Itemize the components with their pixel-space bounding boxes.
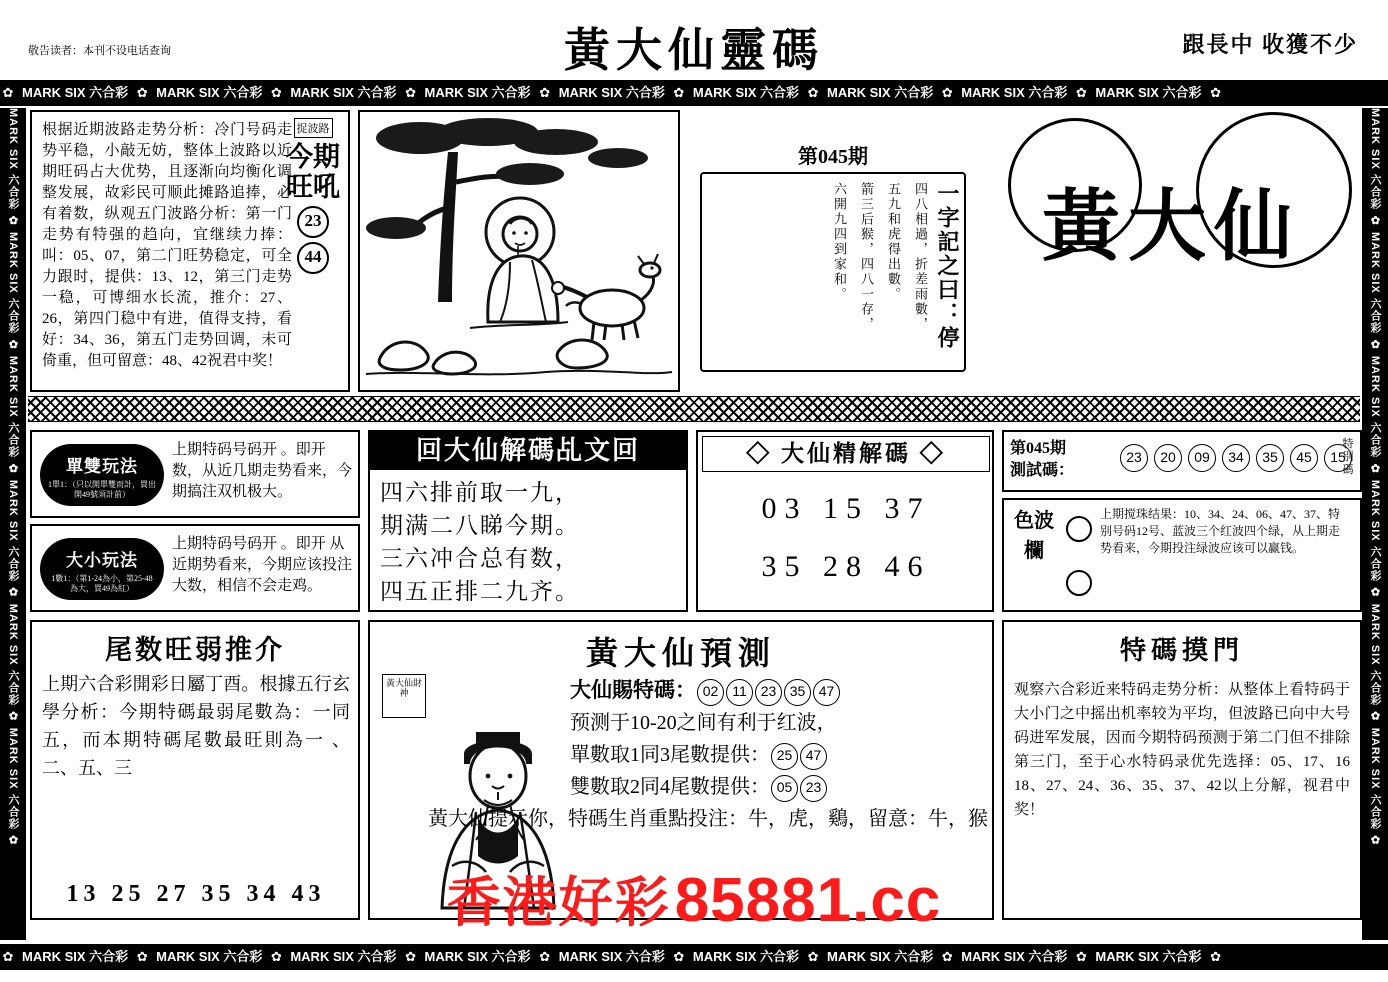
illustration-box [358, 110, 680, 392]
precise-num: 28 [823, 550, 869, 583]
poem-scroll [700, 172, 966, 372]
hatch-divider [28, 396, 1360, 422]
hot-number-caption [286, 118, 340, 274]
flower-icon: ✿ [2, 85, 14, 100]
flower-icon: ✿ [807, 85, 819, 100]
marksix-label: MARK SIX 六合彩 [424, 85, 531, 100]
color-wave-text: 上期搅珠结果：10、34、24、06、47、37、特别号码12号、蓝波三个红波四个绿，从上期走势看来，今期投注绿波应该可以赢钱。 [1100, 507, 1341, 555]
prediction-ball-even: 23 [800, 775, 827, 802]
wave-circle-bottom [1066, 570, 1092, 596]
precise-row-2 [698, 538, 994, 596]
marksix-label: MARK SIX 六合彩 [827, 85, 934, 100]
precise-row-1 [698, 480, 994, 538]
prediction-line-2: 预测于10-20之间有利于红波， [570, 712, 837, 734]
prediction-line-4-label: 雙數取2同4尾數提供： [570, 776, 770, 798]
special-code-label: 特別碼 [1342, 438, 1354, 476]
test-ball: 35 [1256, 444, 1284, 472]
precise-num: 15 [823, 492, 869, 525]
hot-number-2: 44 [297, 242, 329, 274]
tail-number-list: 13 25 27 35 34 43 [66, 881, 326, 907]
flower-icon: ✿ [539, 949, 551, 964]
marksix-label: MARK SIX 六合彩 [290, 85, 397, 100]
marksix-label: MARK SIX 六合彩 [1095, 85, 1202, 100]
precise-code-numbers [698, 480, 994, 596]
decode-line: 三六冲合总有数， [380, 546, 580, 571]
prediction-ball: 35 [784, 679, 811, 706]
marksix-band-right: MARK SIX 六合彩 ✿ MARK SIX 六合彩 ✿ MARK SIX 六合彩 ✿ MARK SIX 六合彩 ✿ MARK SIX 六合彩 ✿ MARK SIX 六合彩 ✿ [1362, 108, 1388, 940]
prediction-ball: 23 [755, 679, 782, 706]
marksix-label: MARK SIX 六合彩 [827, 949, 934, 964]
test-ball: 34 [1222, 444, 1250, 472]
marksix-band-bottom [0, 944, 1388, 970]
special-code-gate-box [1002, 620, 1362, 920]
marksix-label: MARK SIX 六合彩 [961, 85, 1068, 100]
hot-label: 今期旺吼 [286, 142, 340, 202]
odd-even-text: 上期特码号码开 。即开 数，从近几期走势看来，今期搞注双机极大。 [172, 442, 353, 500]
prediction-lines [428, 674, 990, 835]
test-ball: 45 [1290, 444, 1318, 472]
watermark-cn: 香港好彩 [446, 870, 671, 934]
reader-notice: 敬告读者：本刊不设电话查询 [28, 45, 171, 57]
marksix-label: MARK SIX 六合彩 [290, 949, 397, 964]
precise-num: 46 [884, 550, 931, 583]
odd-even-title: 單雙玩法 [66, 457, 138, 476]
page-header [0, 0, 1388, 78]
marksix-label: MARK SIX 六合彩 [692, 85, 800, 100]
precise-num: 37 [884, 492, 931, 525]
marksix-label: MARK SIX 六合彩 [156, 949, 263, 964]
special-code-gate-title: 特碼摸門 [1119, 636, 1244, 665]
color-wave-title: 色波欄 [1014, 510, 1054, 562]
marksix-band-left: MARK SIX 六合彩 ✿ MARK SIX 六合彩 ✿ MARK SIX 六合彩 ✿ MARK SIX 六合彩 ✿ MARK SIX 六合彩 ✿ MARK SIX 六合彩 ✿ [0, 108, 26, 940]
test-code-labels [1010, 438, 1074, 482]
flower-icon: ✿ [1210, 949, 1221, 964]
page-title: 黃大仙靈碼 [564, 23, 824, 77]
flower-icon: ✿ [405, 949, 416, 964]
prediction-line-4 [570, 771, 990, 803]
decode-line: 期满二八睇今期。 [380, 513, 580, 538]
prediction-ball: 47 [813, 679, 840, 706]
watermark-url: 85881.cc [674, 866, 942, 935]
precise-num: 35 [761, 550, 808, 583]
prediction-title: 黃大仙預測 [585, 635, 776, 671]
odd-even-sub: 1單1：（只以開單雙而計，買出開49號須計前） [48, 480, 156, 499]
tail-number-box [30, 620, 360, 920]
marksix-label: MARK SIX 六合彩 [558, 949, 665, 964]
flower-icon: ✿ [1075, 949, 1087, 964]
diamond-icon-right: ◇ [919, 441, 946, 466]
marksix-label: MARK SIX 六合彩 [22, 949, 129, 964]
wave-circle-top [1066, 516, 1092, 542]
seal-icon: 黃大仙財神 [382, 674, 426, 718]
color-wave-box [1002, 498, 1362, 612]
prediction-ball-odd: 25 [771, 743, 798, 770]
poem-keyline: 一字記之曰：停 [935, 182, 960, 350]
decode-poem-box [368, 430, 688, 612]
flower-icon: ✿ [673, 85, 685, 100]
decode-line: 四五正排二九齐。 [380, 579, 580, 604]
flower-icon: ✿ [1210, 85, 1221, 100]
decode-poem-lines [380, 476, 580, 608]
big-small-text: 上期特码号码开 。即开 从近期势看来，今期应该投注大数，相信不会走鸡。 [172, 536, 353, 594]
big-small-pill [40, 538, 164, 600]
flower-icon: ✿ [270, 949, 282, 964]
prediction-line-5: 黃大仙提示你，特碼生肖重點投注：牛，虎，鷄，留意：牛，猴 [428, 808, 988, 830]
prediction-ball-even: 05 [771, 775, 798, 802]
flower-icon: ✿ [941, 949, 953, 964]
test-ball: 09 [1188, 444, 1216, 472]
tail-number-text: 上期六合彩開彩日屬丁酉。根據五行玄學分析：今期特碼最弱尾數為：一同五，而本期特碼尾數最旺則為一 、二、五、三 [42, 674, 350, 778]
marksix-label: MARK SIX 六合彩 [1095, 949, 1202, 964]
prediction-ball: 11 [726, 679, 753, 706]
header-slogan: 跟長中 收獲不少 [1182, 32, 1358, 57]
prediction-ball-odd: 47 [800, 743, 827, 770]
decode-poem-title: 回大仙解碼乩文回 [370, 432, 686, 470]
prediction-line-3 [570, 739, 990, 771]
marksix-label: MARK SIX 六合彩 [156, 85, 263, 100]
special-code-gate-text: 观察六合彩近来特码走势分析：从整体上看特码于大小门之中摇出机率较为平均，但波路已向中大号码进军发展，因而今期特码预测于第二门但不排除第三门，至于心水特码录优先选择：05、17、16 18、27、24、36、35、37、42以上分解，视君中奖！ [1014, 682, 1350, 818]
marksix-label: MARK SIX 六合彩 [22, 85, 129, 100]
brand-logo [980, 112, 1362, 392]
marksix-label: MARK SIX 六合彩 [558, 85, 665, 100]
flower-icon: ✿ [136, 949, 148, 964]
flower-icon: ✿ [136, 85, 148, 100]
flower-icon: ✿ [1075, 85, 1087, 100]
flower-icon: ✿ [941, 85, 953, 100]
catch-wave-label: 捉波路 [294, 118, 333, 138]
marksix-label: MARK SIX 六合彩 [424, 949, 531, 964]
test-code-issue: 第045期 [1010, 440, 1067, 457]
poem-line-3: 箭三后猴，四八一存， [859, 182, 874, 332]
precise-code-title-text: 大仙精解碼 [781, 441, 911, 466]
wave-analysis-box [30, 110, 350, 392]
test-code-balls [1120, 444, 1354, 472]
test-ball-special: 15 [1324, 444, 1352, 472]
test-ball: 20 [1154, 444, 1182, 472]
prediction-line-1 [570, 674, 990, 707]
prediction-box [368, 620, 994, 920]
deity-illustration [432, 680, 564, 912]
poem-line-2: 五九和虎得出數。 [886, 182, 901, 302]
flower-icon: ✿ [2, 949, 14, 964]
flower-icon: ✿ [405, 85, 416, 100]
hot-number-1: 23 [297, 206, 329, 238]
issue-number-top: 第045期 [798, 146, 868, 168]
poem-line-1: 四八相過，折差雨數， [913, 182, 928, 332]
prediction-line-3-label: 單數取1同3尾數提供： [570, 744, 770, 766]
marksix-band-top [0, 80, 1388, 106]
brand-name: 黃大仙 [1041, 181, 1300, 272]
test-code-label: 測試碼： [1010, 462, 1075, 479]
flower-icon: ✿ [270, 85, 282, 100]
flower-icon: ✿ [539, 85, 551, 100]
test-code-box [1002, 430, 1362, 492]
decode-line: 四六排前取一九， [380, 480, 580, 505]
immortal-illustration [360, 112, 678, 390]
odd-even-play-box [30, 430, 360, 518]
odd-even-pill [40, 444, 164, 506]
flower-icon: ✿ [673, 949, 685, 964]
prediction-line-1-label: 大仙賜特碼： [570, 678, 696, 702]
precise-code-title [702, 436, 990, 472]
flower-icon: ✿ [807, 949, 819, 964]
precise-code-box [696, 430, 994, 612]
big-small-play-box [30, 524, 360, 612]
test-ball: 23 [1120, 444, 1148, 472]
big-small-title: 大小玩法 [66, 551, 138, 570]
marksix-label: MARK SIX 六合彩 [961, 949, 1068, 964]
marksix-label: MARK SIX 六合彩 [692, 949, 800, 964]
precise-num: 03 [761, 492, 808, 525]
prediction-ball: 02 [697, 679, 724, 706]
diamond-icon-left: ◇ [746, 441, 773, 466]
big-small-sub: 1數1：（第1-24為小，第25-48為大，買49為紅） [51, 574, 153, 593]
wave-analysis-text: 根据近期波路走势分析：冷门号码走势平稳，小敲无妨，整体上波路以近期旺码占大优势，且逐渐向均衡化调整发展，故彩民可顺此摊路追捧，必有着数，纵观五门波路分析：第一门走势有特强的趋向，宜继续力捧：叫：05、07，第二门旺势稳定，可全力跟时，提供：13、12，第三门走势一稳，可博细水长流，推介：27、26，第四门稳中有进，值得支持，看好：34、36，第五门走势回调，未可倚重，但可留意：48、42祝君中奖！ [42, 122, 292, 369]
tail-number-title: 尾数旺弱推介 [105, 635, 285, 665]
poem-line-4: 六開九四到家和。 [832, 182, 847, 302]
